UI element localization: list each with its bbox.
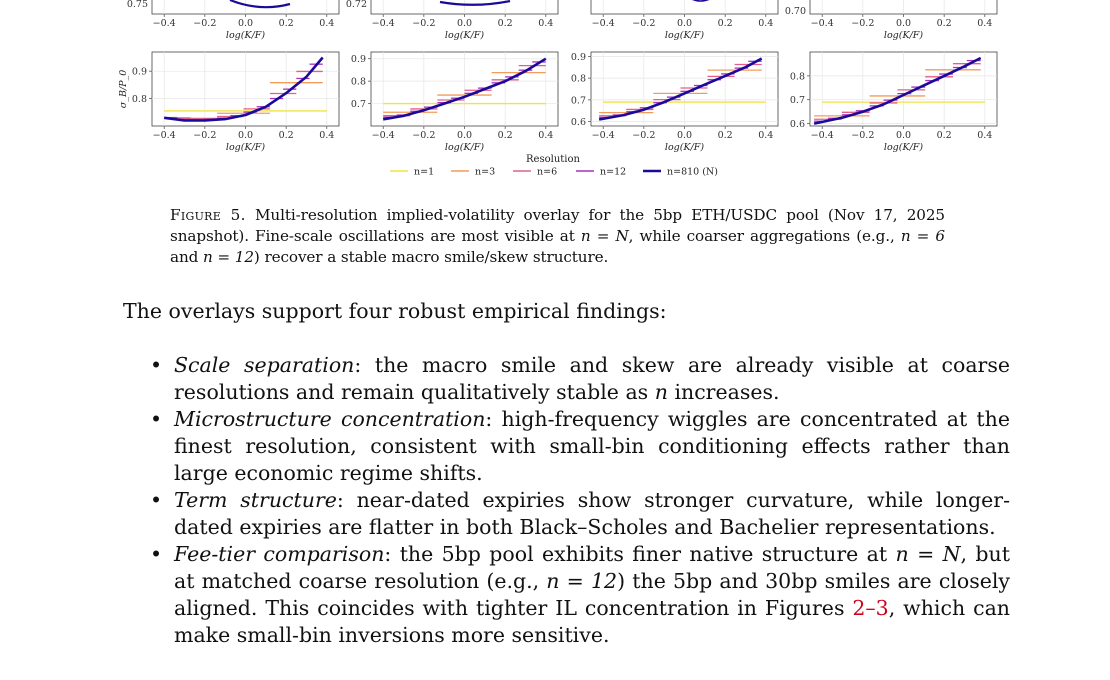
x-tick-label: −0.2 xyxy=(851,18,875,29)
y-tick-label: 0.8 xyxy=(350,76,366,88)
x-tick-label: −0.2 xyxy=(193,18,217,29)
caption-text-4: ) recover a stable macro smile/skew structure. xyxy=(253,248,609,266)
caption-text-1: Multi-resolution implied-volatility overlay for the 5bp ETH/USDC pool (Nov 17, 2025 snapshot). Fine-scale oscillations are most visible at xyxy=(170,206,945,245)
caption-label: Figure 5. xyxy=(170,206,246,224)
y-tick-label: 0.8 xyxy=(789,71,805,83)
x-axis-label: log(K/F) xyxy=(225,30,266,41)
x-tick-label: −0.4 xyxy=(591,18,615,29)
bullet-icon: • xyxy=(150,407,163,431)
x-axis-label: log(K/F) xyxy=(664,30,705,41)
x-tick-label: 0.2 xyxy=(278,18,294,29)
y-tick-label: 0.6 xyxy=(570,117,586,129)
finding-text: : near-dated expiries show stronger curvature, while longer-dated expiries are flatter in both Black–Scholes and Bachelier representations. xyxy=(174,488,1010,539)
legend-label: n=6 xyxy=(537,166,558,178)
x-tick-label: 0.0 xyxy=(456,130,473,141)
x-tick-label: 0.2 xyxy=(717,18,733,29)
x-tick-label: 0.4 xyxy=(319,130,335,141)
caption-math-2: n = 6 xyxy=(900,227,945,245)
y-tick-label: 0.8 xyxy=(570,73,586,85)
x-tick-label: 0.2 xyxy=(717,130,733,141)
x-tick-label: −0.2 xyxy=(851,130,875,141)
finding-item xyxy=(130,541,1010,649)
x-tick-label: −0.4 xyxy=(152,130,176,141)
x-tick-label: −0.4 xyxy=(371,130,395,141)
caption-math-1: n = N xyxy=(580,227,629,245)
x-tick-label: −0.4 xyxy=(810,18,834,29)
x-tick-label: 0.2 xyxy=(497,130,513,141)
x-tick-label: −0.4 xyxy=(810,130,834,141)
finding-text: : high-frequency wiggles are concentrated at the finest resolution, consistent with small-bin conditioning effects rather than large economic regime shifts. xyxy=(174,407,1010,485)
findings-list xyxy=(130,352,1010,649)
x-tick-label: −0.2 xyxy=(193,130,217,141)
x-axis-label: log(K/F) xyxy=(883,30,924,41)
finding-term: Fee-tier comparison xyxy=(174,542,385,566)
y-tick-label: 0.7 xyxy=(789,95,805,107)
finding-term: Term structure xyxy=(174,488,337,512)
x-tick-label: 0.2 xyxy=(936,18,952,29)
figure-ref-link[interactable]: 2–3 xyxy=(852,596,889,620)
y-tick-label: 0.6 xyxy=(789,119,805,131)
x-tick-label: 0.4 xyxy=(977,18,993,29)
x-tick-label: −0.4 xyxy=(152,18,176,29)
y-tick-label: 0.8 xyxy=(131,94,147,106)
finding-math: n = 12 xyxy=(546,569,618,593)
x-tick-label: 0.0 xyxy=(676,18,693,29)
legend-title: Resolution xyxy=(526,154,580,165)
figure-5 xyxy=(0,0,1110,200)
legend-label: n=1 xyxy=(414,166,435,178)
y-tick-label: 0.9 xyxy=(570,51,586,63)
finding-text: , but at matched coarse resolution (e.g., xyxy=(174,542,1010,593)
x-axis-label: log(K/F) xyxy=(883,142,924,153)
x-tick-label: 0.0 xyxy=(456,18,473,29)
y-tick-label: 0.72 xyxy=(345,0,367,10)
x-tick-label: −0.2 xyxy=(412,130,436,141)
finding-item xyxy=(130,352,1010,406)
y-tick-label: 0.7 xyxy=(570,95,586,107)
figure-svg xyxy=(0,0,1110,200)
bullet-icon: • xyxy=(150,353,163,377)
finding-math: n = N xyxy=(895,542,961,566)
x-tick-label: −0.2 xyxy=(412,18,436,29)
y-axis-label: σ_B/P_0 xyxy=(118,69,129,109)
y-tick-label: 0.7 xyxy=(350,99,366,111)
x-tick-label: 0.4 xyxy=(538,18,554,29)
legend-label: n=12 xyxy=(600,166,627,178)
x-axis-label: log(K/F) xyxy=(664,142,705,153)
y-tick-label: 0.9 xyxy=(350,54,366,66)
x-tick-label: 0.4 xyxy=(977,130,993,141)
y-tick-label: 0.75 xyxy=(126,0,148,10)
finding-math: n xyxy=(654,380,668,404)
x-tick-label: 0.0 xyxy=(237,18,254,29)
bullet-icon: • xyxy=(150,542,163,566)
x-tick-label: 0.2 xyxy=(278,130,294,141)
x-tick-label: 0.0 xyxy=(895,18,912,29)
x-tick-label: 0.4 xyxy=(319,18,335,29)
x-axis-label: log(K/F) xyxy=(225,142,266,153)
x-axis-label: log(K/F) xyxy=(444,30,485,41)
caption-text-3: and xyxy=(170,248,203,266)
x-tick-label: −0.4 xyxy=(591,130,615,141)
finding-text: , which can make small-bin inversions more sensitive. xyxy=(174,596,1010,647)
caption-math-3: n = 12 xyxy=(203,248,254,266)
finding-tail: increases. xyxy=(667,380,780,404)
finding-item xyxy=(130,487,1010,541)
finding-text: ) the 5bp and 30bp smiles are closely aligned. This coincides with tighter IL concentration in Figures xyxy=(174,569,1011,620)
y-tick-label: 0.9 xyxy=(131,66,147,78)
x-tick-label: 0.2 xyxy=(497,18,513,29)
y-tick-label: 0.70 xyxy=(784,6,806,17)
x-tick-label: 0.4 xyxy=(758,18,774,29)
x-tick-label: −0.2 xyxy=(632,18,656,29)
finding-item xyxy=(130,406,1010,487)
finding-term: Scale separation xyxy=(174,353,355,377)
x-tick-label: 0.2 xyxy=(936,130,952,141)
x-tick-label: 0.0 xyxy=(237,130,254,141)
finding-term: Microstructure concentration xyxy=(174,407,486,431)
caption-text-2: , while coarser aggregations (e.g., xyxy=(628,227,901,245)
bullet-icon: • xyxy=(150,488,163,512)
findings-intro: The overlays support four robust empirical findings: xyxy=(123,299,667,323)
finding-text: : the 5bp pool exhibits finer native structure at xyxy=(384,542,896,566)
x-tick-label: 0.4 xyxy=(538,130,554,141)
x-axis-label: log(K/F) xyxy=(444,142,485,153)
x-tick-label: 0.4 xyxy=(758,130,774,141)
finding-text: : the macro smile and skew are already visible at coarse resolutions and remain qualitatively stable as xyxy=(174,353,1010,404)
x-tick-label: 0.0 xyxy=(676,130,693,141)
legend-label: n=810 (N) xyxy=(667,166,718,178)
x-tick-label: 0.0 xyxy=(895,130,912,141)
x-tick-label: −0.4 xyxy=(371,18,395,29)
x-tick-label: −0.2 xyxy=(632,130,656,141)
figure-caption xyxy=(170,205,945,268)
legend-label: n=3 xyxy=(475,166,496,178)
